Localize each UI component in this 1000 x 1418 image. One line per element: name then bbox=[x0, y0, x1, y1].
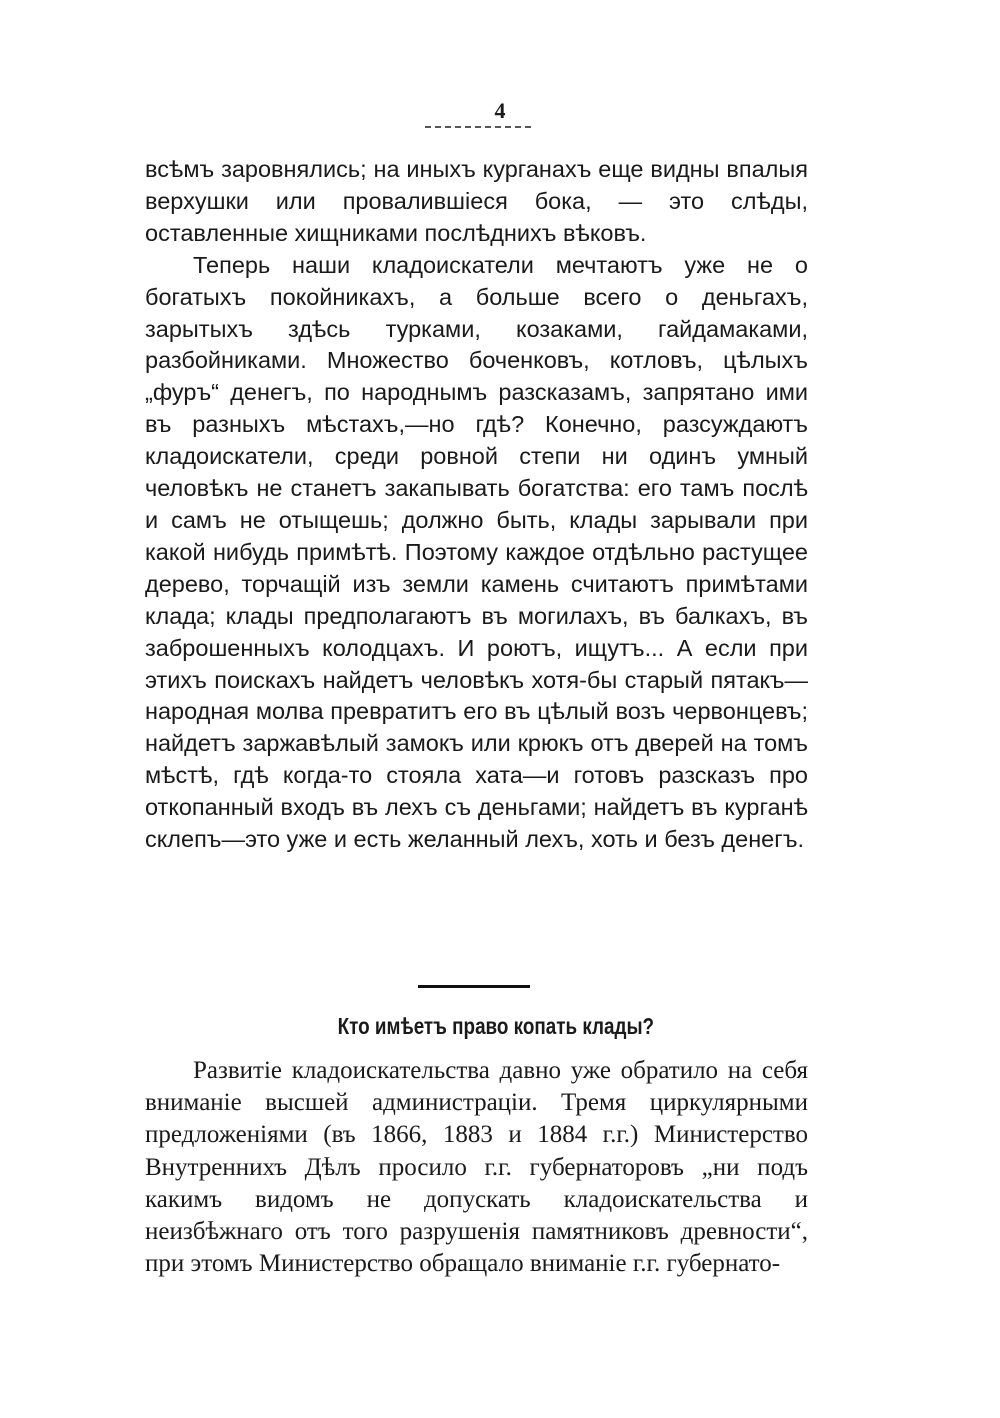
paragraph-2: Теперь наши кладоискатели мечтаютъ уже не о богатыхъ покойникахъ, а больше всего о деньгахъ, зарытыхъ здѣсь турками, козаками, гайдамаками, разбойниками. Множество боченковъ, котловъ, цѣлыхъ „фуръ“ денегъ, по народнымъ разсказамъ, запрятано ими въ разныхъ мѣстахъ,—но гдѣ? Конечно, разсуждаютъ кладоискатели, среди ровной степи ни одинъ умный человѣкъ не станетъ закапывать богатства: его тамъ послѣ и самъ не отыщешь; должно быть, клады зарывали при какой нибудь примѣтѣ. Поэтому каждое отдѣльно растущее дерево, торчащій изъ земли камень считаютъ примѣтами клада; клады предполагаютъ въ могилахъ, въ балкахъ, въ заброшенныхъ колодцахъ. И роютъ, ищутъ... А если при этихъ поискахъ найдетъ человѣкъ хотя-бы старый пятакъ—народная молва превратитъ его въ цѣлый возъ червонцевъ; найдетъ заржавѣлый замокъ или крюкъ отъ дверей на томъ мѣстѣ, гдѣ когда-то стояла хата—и готовъ разсказъ про откопанный входъ въ лехъ съ деньгами; найдетъ въ курганѣ склепъ—это уже и есть желанный лехъ, хоть и безъ денегъ. bbox=[145, 251, 808, 853]
section-paragraph: Развитіе кладоискательства давно уже обратило на себя вниманіе высшей администраціи. Тремя циркулярными предложеніями (въ 1866, 1883 и 1884 г.г.) Министерство Внутреннихъ Дѣлъ просило г.г. губернаторовъ „ни подъ какимъ видомъ не допускать кладоискательства и неизбѣжнаго отъ того разрушенія памятниковъ древности“, при этомъ Министерство обращало вниманіе г.г. губернато- bbox=[145, 1057, 808, 1278]
section-heading: Кто имѣетъ право копать клады? bbox=[337, 1013, 655, 1039]
page-number-rule bbox=[425, 126, 531, 128]
page-number: 4 bbox=[494, 98, 506, 123]
section-body bbox=[145, 1055, 808, 1280]
body-text bbox=[145, 154, 808, 856]
section-divider bbox=[418, 985, 530, 988]
paragraph-1: всѣмъ заровнялись; на иныхъ курганахъ еще видны впалыя верхушки или провалившіеся бока, — это слѣды, оставленные хищниками послѣднихъ вѣковъ. bbox=[145, 156, 808, 246]
